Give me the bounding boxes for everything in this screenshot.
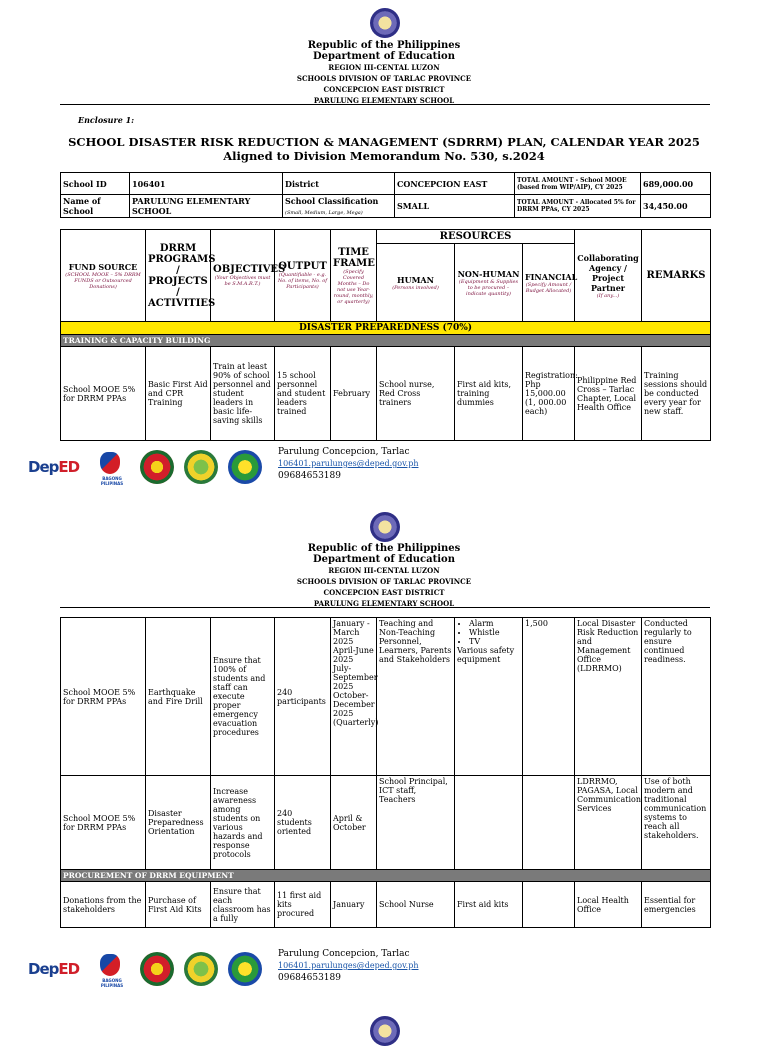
row1-nonhuman: First aid kits, training dummies	[455, 347, 523, 441]
footer-phone: 09684653189	[278, 471, 341, 481]
row4-nonhuman: First aid kits	[455, 882, 523, 928]
col-fund-source-hint: (SCHOOL MOOE – 5% DRRM FUNDS or Outsourced Donations)	[65, 271, 141, 290]
row3-program: Disaster Preparedness Orientation	[146, 776, 211, 870]
row2-collab: Local Disaster Risk Reduction and Management Office (LDRRMO)	[575, 618, 642, 776]
classification-label	[283, 195, 395, 218]
table-row	[61, 347, 711, 441]
row3-time: April & October	[331, 776, 377, 870]
row4-fund: Donations from the stakeholders	[61, 882, 146, 928]
col-output-label: OUTPUT	[278, 261, 327, 272]
deped-logo-b: ED	[58, 458, 80, 476]
row2-fund: School MOOE 5% for DRRM PPAs	[61, 618, 146, 776]
row3-output: 240 students oriented	[275, 776, 331, 870]
footer-contact	[278, 446, 418, 482]
school-name-value: PARULUNG ELEMENTARY SCHOOL	[130, 195, 283, 218]
footer-email-link[interactable]: 106401.parulunges@deped.gov.ph	[278, 961, 419, 970]
sdrrm-plan-table-p1	[60, 229, 711, 441]
row1-financial: Registration: Php 15,000.00 (1, 000.00 each)	[523, 347, 575, 441]
col-human-label: HUMAN	[397, 274, 434, 285]
plan-title	[0, 135, 768, 163]
deped-seal-icon	[370, 512, 400, 542]
enclosure-label: Enclosure 1:	[78, 115, 135, 125]
row1-collab: Philippine Red Cross – Tarlac Chapter, Local Health Office	[575, 347, 642, 441]
department-line: Department of Education	[313, 554, 455, 565]
col-output-hint: (Quantifiable - e.g. No. of items, No. of Participants)	[277, 272, 328, 290]
row4-collab: Local Health Office	[575, 882, 642, 928]
next-page-seal-icon	[370, 1016, 400, 1046]
row3-remarks: Use of both modern and traditional communication systems to reach all stakeholders.	[642, 776, 711, 870]
footer-email-link[interactable]: 106401.parulunges@deped.gov.ph	[278, 459, 419, 468]
republic-line: Republic of the Philippines	[307, 543, 461, 554]
list-item: • Alarm	[469, 619, 520, 628]
row2-remarks: Conducted regularly to ensure continued readiness.	[642, 618, 711, 776]
district-seal-icon	[184, 952, 218, 986]
footer-contact	[278, 948, 418, 984]
division-line: SCHOOLS DIVISION OF TARLAC PROVINCE	[296, 74, 472, 83]
republic-line: Republic of the Philippines	[307, 40, 461, 51]
footer-address: Parulung Concepcion, Tarlac	[278, 949, 410, 959]
band-disaster-preparedness: DISASTER PREPAREDNESS (70%)	[61, 322, 711, 335]
school-id-value: 106401	[130, 173, 283, 195]
col-non-human-hint: (Equipment & Supplies to be procured – indicate quantity)	[458, 278, 519, 297]
row1-objective: Train at least 90% of school personnel and student leaders in basic life-saving skills	[211, 347, 275, 441]
allocated-value: 34,450.00	[641, 195, 711, 218]
row3-fund: School MOOE 5% for DRRM PPAs	[61, 776, 146, 870]
department-line: Department of Education	[313, 51, 455, 62]
row4-remarks: Essential for emergencies	[642, 882, 711, 928]
band-training: TRAINING & CAPACITY BUILDING	[61, 335, 711, 347]
district-line: CONCEPCION EAST DISTRICT	[323, 588, 445, 597]
col-output	[275, 230, 331, 322]
col-time-frame	[331, 230, 377, 322]
school-name-label: Name of School	[61, 195, 130, 218]
bagong-pilipinas-logo-icon	[92, 450, 128, 484]
band-procurement: PROCUREMENT OF DRRM EQUIPMENT	[61, 870, 711, 882]
region-line: REGION III-CENTAL LUZON	[328, 566, 440, 575]
row2-objective: Ensure that 100% of students and staff can execute proper emergency evacuation procedures	[211, 618, 275, 776]
school-seal-icon	[228, 952, 262, 986]
col-resources: RESOURCES	[377, 230, 575, 244]
deped-logo-icon	[28, 458, 79, 476]
allocated-label: TOTAL AMOUNT - Allocated 5% for DRRM PPAs, CY 2025	[515, 195, 641, 218]
classification-hint: (Small, Medium, Large, Mega)	[285, 210, 363, 216]
row3-objective: Increase awareness among students on various hazards and response protocols	[211, 776, 275, 870]
col-collaborating-agency	[575, 230, 642, 322]
footer-p2	[28, 949, 748, 992]
row4-time: January	[331, 882, 377, 928]
deped-logo-a: Dep	[28, 458, 59, 476]
col-collab-label: Collaborating Agency / Project Partner	[577, 252, 639, 293]
table-row	[61, 776, 711, 870]
bagong-pilipinas-emblem-icon	[100, 452, 120, 474]
deped-seal-icon	[370, 8, 400, 38]
letterhead	[0, 40, 768, 106]
row3-nonhuman	[455, 776, 523, 870]
row4-human: School Nurse	[377, 882, 455, 928]
row1-fund: School MOOE 5% for DRRM PPAs	[61, 347, 146, 441]
deped-logo-icon	[28, 960, 79, 978]
col-objectives-hint: (Your Objectives must be S.M.A.R.T.)	[214, 275, 271, 287]
row4-program: Purchase of First Aid Kits	[146, 882, 211, 928]
table-row	[61, 618, 711, 776]
col-human	[377, 244, 455, 322]
bagong-pilipinas-emblem-icon	[100, 954, 120, 976]
bagong-pilipinas-logo-icon	[92, 952, 128, 986]
row2-nonhuman	[455, 618, 523, 776]
row2-output: 240 participants	[275, 618, 331, 776]
col-fund-source-label: FUND SOURCE	[68, 261, 138, 272]
deped-logo-a: Dep	[28, 960, 59, 978]
col-financial-label: FINANCIAL	[525, 271, 578, 282]
district-seal-icon	[184, 450, 218, 484]
region-line: REGION III-CENTAL LUZON	[328, 63, 440, 72]
division-line: SCHOOLS DIVISION OF TARLAC PROVINCE	[296, 577, 472, 586]
classification-value: SMALL	[395, 195, 515, 218]
row2-financial: 1,500	[523, 618, 575, 776]
row3-financial	[523, 776, 575, 870]
list-item: • TV	[469, 637, 520, 646]
col-remarks: REMARKS	[642, 230, 711, 322]
letterhead	[0, 543, 768, 609]
list-item: • Whistle	[469, 628, 520, 637]
district-value: CONCEPCION EAST	[395, 173, 515, 195]
division-seal-icon	[140, 450, 174, 484]
row2-time: January -March 2025 April-June 2025 July-September 2025 October-December 2025 (Quarterly)	[331, 618, 377, 776]
division-seal-icon	[140, 952, 174, 986]
school-seal-icon	[228, 450, 262, 484]
col-human-hint: (Persons involved)	[392, 284, 439, 291]
row4-objective: Ensure that each classroom has a fully	[211, 882, 275, 928]
footer-address: Parulung Concepcion, Tarlac	[278, 447, 410, 457]
col-drrm-programs: DRRM PROGRAMS / PROJECTS / ACTIVITIES	[146, 230, 211, 322]
col-collab-hint: (If any...)	[596, 292, 620, 299]
col-objectives-label: OBJECTIVES	[213, 264, 286, 275]
sdrrm-plan-table-p2	[60, 617, 711, 928]
total-mooe-label: TOTAL AMOUNT - School MOOE (based from WIP/AIP), CY 2025	[515, 173, 641, 195]
bagong-pilipinas-text: BAGONG PILIPINAS	[100, 978, 124, 988]
school-line: PARULUNG ELEMENTARY SCHOOL	[313, 96, 455, 105]
row1-human: School nurse, Red Cross trainers	[377, 347, 455, 441]
col-financial	[523, 244, 578, 322]
row2-human: Teaching and Non-Teaching Personnel, Learners, Parents and Stakeholders	[377, 618, 455, 776]
row1-program: Basic First Aid and CPR Training	[146, 347, 211, 441]
header-divider	[60, 104, 710, 105]
row2-nonhuman-extra: Various safety equipment	[457, 646, 515, 664]
footer-p1	[28, 447, 748, 490]
col-non-human-label: NON-HUMAN	[457, 268, 520, 279]
row4-output: 11 first aid kits procured	[275, 882, 331, 928]
row1-time: February	[331, 347, 377, 441]
school-info-table	[60, 172, 711, 218]
row2-program: Earthquake and Fire Drill	[146, 618, 211, 776]
bagong-pilipinas-text: BAGONG PILIPINAS	[100, 476, 124, 486]
district-line: CONCEPCION EAST DISTRICT	[323, 85, 445, 94]
table-row	[61, 882, 711, 928]
row4-financial	[523, 882, 575, 928]
col-objectives	[211, 230, 286, 322]
total-mooe-value: 689,000.00	[641, 173, 711, 195]
col-non-human	[455, 244, 523, 322]
col-time-frame-hint: (Specify Covered Months – Do not use Year-round, monthly, or quarterly)	[333, 268, 374, 305]
row1-output: 15 school personnel and student leaders trained	[275, 347, 331, 441]
school-id-label: School ID	[61, 173, 130, 195]
row3-collab: LDRRMO, PAGASA, Local Communication Services	[575, 776, 642, 870]
header-divider	[60, 607, 710, 608]
deped-logo-b: ED	[58, 960, 80, 978]
classification-label-text: School Classification	[285, 196, 379, 206]
row1-remarks: Training sessions should be conducted every year for new staff.	[642, 347, 711, 441]
col-financial-hint: (Specify Amount / Budget Allocated)	[525, 281, 572, 294]
district-label: District	[283, 173, 395, 195]
col-fund-source	[61, 230, 146, 322]
plan-title-line1: SCHOOL DISASTER RISK REDUCTION & MANAGEMENT (SDRRM) PLAN, CALENDAR YEAR 2025	[68, 135, 700, 149]
col-time-frame-label: TIME FRAME	[333, 246, 375, 269]
row2-nonhuman-list	[457, 619, 520, 646]
plan-title-line2: Aligned to Division Memorandum No. 530, s.2024	[223, 149, 545, 163]
school-line: PARULUNG ELEMENTARY SCHOOL	[313, 599, 455, 608]
row3-human: School Principal, ICT staff, Teachers	[377, 776, 455, 870]
footer-phone: 09684653189	[278, 973, 341, 983]
